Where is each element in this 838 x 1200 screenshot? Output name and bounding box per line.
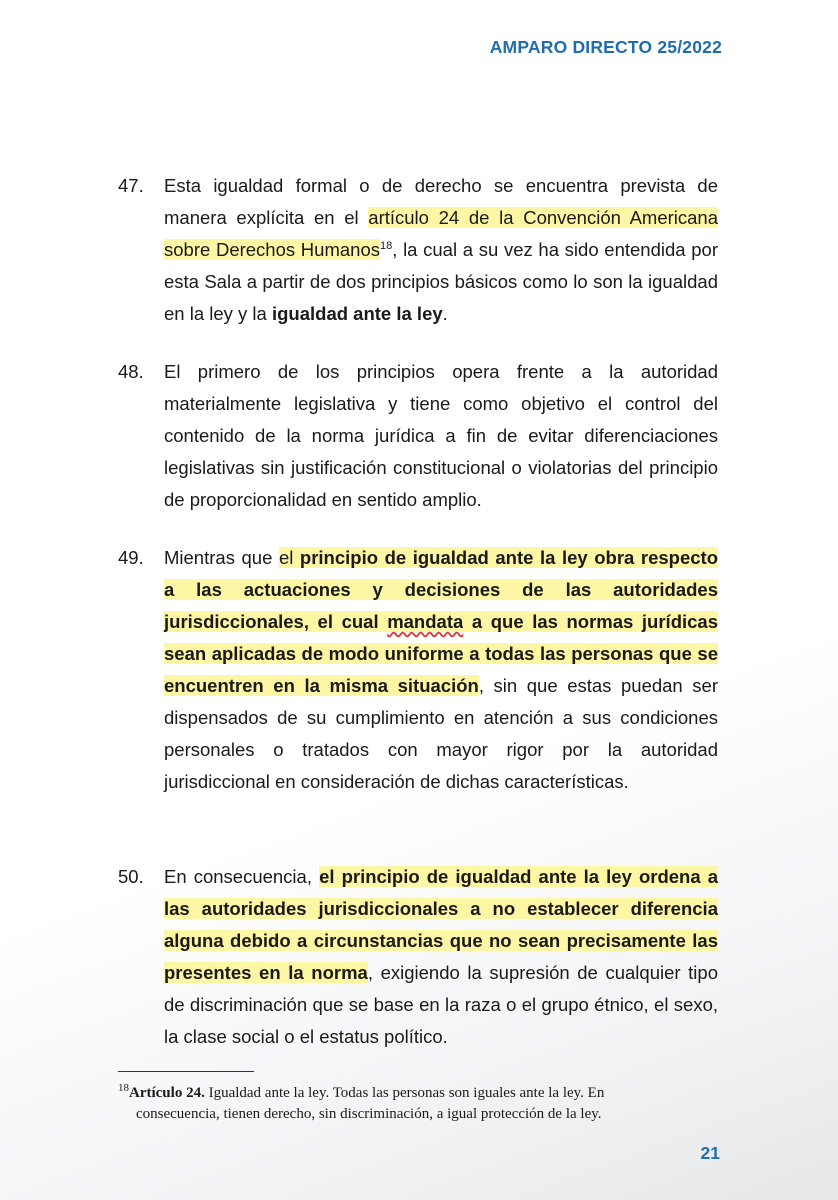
footnote-article-label: Artículo 24.	[129, 1085, 205, 1101]
highlighted-bold-text: el principio de igualdad ante la ley ordena a las autoridades jurisdiccionales a no establecer diferencia alguna debido a circunstancias que no sean precisamente las presentes en la norma	[164, 866, 718, 983]
paragraph-text: El primero de los principios opera frente a la autoridad materialmente legislativa y tiene como objetivo el control del contenido de la norma jurídica a fin de evitar diferenciaciones legislativas sin justificación constitucional o violatorias del principio de proporcionalidad en sentido amplio.	[164, 361, 718, 510]
text-run: , exigiendo la supresión de cualquier tipo de discriminación que se base en la raza o el grupo étnico, el sexo, la clase social o el estatus político.	[164, 962, 718, 1047]
footnote-text-continued: consecuencia, tienen derecho, sin discriminación, a igual protección de la ley.	[136, 1106, 602, 1122]
paragraph-49	[118, 542, 718, 798]
footnote-text: Igualdad ante la ley. Todas las personas son iguales ante la ley. En	[204, 1085, 605, 1101]
paragraph-text	[164, 170, 718, 330]
highlighted-citation: artículo 24 de la Convención Americana sobre Derechos Humanos	[164, 207, 718, 260]
footnote-marker: 18	[118, 1082, 129, 1094]
footnote-reference[interactable]: 18	[380, 239, 393, 252]
case-title-header: AMPARO DIRECTO 25/2022	[489, 37, 722, 57]
bold-term: igualdad ante la ley	[271, 303, 443, 324]
spellcheck-flagged-word: mandata	[387, 611, 464, 632]
paragraph-text	[164, 542, 718, 798]
paragraph-number: 48.	[118, 361, 144, 382]
page-number: 21	[700, 1143, 720, 1163]
highlighted-bold-text: principio de igualdad ante la ley obra respecto a las actuaciones y decisiones de las autoridades jurisdiccionales, el cual	[164, 547, 718, 632]
text-run: En consecuencia,	[164, 866, 320, 887]
text-run: Mientras que	[164, 547, 279, 568]
paragraph-47	[118, 170, 718, 330]
paragraph-number: 50.	[118, 866, 144, 887]
paragraph-48	[118, 356, 718, 516]
text-run: .	[442, 303, 448, 324]
footnote-18	[118, 1083, 720, 1125]
footnote-divider	[118, 1071, 254, 1072]
text-run: Esta igualdad formal o de derecho se encuentra prevista de manera explícita en el	[164, 175, 718, 228]
text-run: , la cual a su vez ha sido entendida por esta Sala a partir de dos principios básicos como lo son la igualdad en la ley y la	[164, 239, 718, 324]
paragraph-50	[118, 861, 718, 1053]
paragraph-text	[164, 861, 718, 1053]
highlighted-bold-text: a que las normas jurídicas sean aplicadas de modo uniforme a todas las personas que se encuentren en la misma situación	[164, 611, 719, 696]
text-run: , sin que estas puedan ser dispensados de su cumplimiento en atención a sus condiciones personales o tratados con mayor rigor por la autoridad jurisdiccional en consideración de dichas características.	[164, 675, 718, 792]
highlighted-text: el	[278, 547, 300, 568]
paragraph-number: 49.	[118, 547, 144, 568]
paragraph-number: 47.	[118, 175, 144, 196]
